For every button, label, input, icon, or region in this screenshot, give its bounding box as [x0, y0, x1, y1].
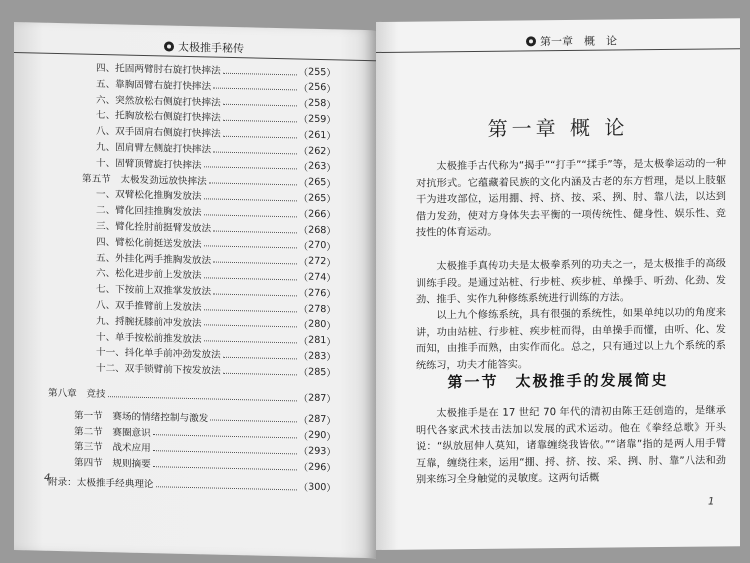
toc-entry-page: 290: [308, 429, 327, 442]
toc-leader-dots: [223, 114, 297, 123]
toc-entry-label: 六、松化进步前上发放法: [96, 268, 202, 282]
toc-entry: [48, 474, 336, 495]
toc-entry-page: 285: [308, 366, 327, 378]
toc-page-paren-open: （: [298, 462, 309, 474]
right-page-number: 1: [708, 496, 715, 508]
toc-entry-label: 第四节 规则摘要: [74, 457, 151, 471]
toc-entry-label: 九、捋腕抚膝前冲发放法: [96, 315, 202, 330]
toc-leader-dots: [153, 460, 297, 470]
toc-page-paren-close: ）: [326, 83, 336, 96]
toc-entry-label: 附录：太极推手经典理论: [48, 476, 154, 491]
toc-page-paren-close: ）: [326, 226, 336, 238]
toc-entry-page: 265: [308, 192, 327, 204]
toc-page-paren-close: ）: [326, 352, 336, 364]
toc-entry-page: 283: [308, 350, 327, 362]
toc-leader-dots: [153, 428, 297, 438]
toc-page-paren-close: ）: [326, 241, 336, 254]
paragraph-2: 太极推手真传功夫是太极拳系列的功夫之一，是太极推手的高级训练手段。是通过站桩、行步桩、疾步桩、单操手、听劲、化劲、发劲、推手、实作九种修练系统进行训练的方法。: [416, 258, 726, 306]
toc-page-paren-open: （: [298, 415, 309, 427]
toc-entry-page: 255: [308, 66, 327, 78]
toc-entry-label: 五、外挂化两手推胸发放法: [96, 252, 212, 267]
toc-leader-dots: [223, 366, 297, 375]
toc-page-paren-open: （: [298, 257, 309, 269]
book-spread: [8, 0, 748, 563]
toc-page-paren-close: ）: [326, 463, 336, 475]
toc-entry-page: 262: [308, 145, 327, 157]
toc-page-paren-open: （: [298, 83, 309, 95]
toc-entry-page: 281: [308, 334, 327, 347]
toc-entry-label: 八、双手固肩右侧旋打快摔法: [96, 126, 221, 140]
toc-leader-dots: [204, 334, 297, 343]
ornament-icon: [164, 41, 174, 51]
toc-page-paren-close: ）: [326, 336, 336, 348]
toc-entry-page: 270: [308, 239, 327, 252]
left-header: [14, 34, 376, 61]
toc-page-paren-open: （: [298, 272, 309, 285]
toc-leader-dots: [108, 390, 297, 401]
toc-entry-label: 七、下按前上双推掌发放法: [96, 284, 212, 298]
toc-leader-dots: [153, 444, 297, 454]
toc-entry-page: 287: [308, 392, 327, 404]
toc-page-paren-open: （: [298, 209, 309, 221]
toc-leader-dots: [204, 319, 297, 328]
toc-entry-label: 五、靠胸固臂右旋打快摔法: [96, 78, 212, 93]
toc-page-paren-close: ）: [326, 178, 336, 190]
toc-page-paren-open: （: [298, 431, 309, 443]
toc-entry-page: 293: [308, 445, 327, 457]
toc-entry-label: 第八章 竞技: [48, 387, 106, 401]
toc-page-paren-open: （: [298, 304, 309, 316]
toc-entry-page: 259: [308, 113, 327, 125]
toc-leader-dots: [223, 66, 297, 75]
toc-leader-dots: [223, 98, 297, 107]
toc-leader-dots: [204, 192, 297, 201]
toc-entry-label: 四、臂松化前挺送发放法: [96, 236, 202, 251]
toc-entry-label: 十一、抖化单手前冲劲发放法: [96, 347, 221, 362]
toc-page-paren-open: （: [298, 225, 309, 237]
toc-page-paren-close: ）: [326, 162, 336, 175]
toc-leader-dots: [223, 129, 297, 138]
toc-entry-label: 三、臂化拴肘前挺臂发放法: [96, 220, 212, 235]
toc-page-paren-close: ）: [326, 320, 336, 333]
toc-entry-label: 十二、双手锁臂前下按发放法: [96, 363, 221, 377]
toc-page-paren-close: ）: [326, 131, 336, 143]
toc-page-paren-open: （: [298, 351, 309, 364]
toc-page-paren-close: ）: [326, 99, 336, 111]
toc-entry: [96, 360, 336, 379]
right-header: [376, 30, 740, 53]
toc-leader-dots: [204, 161, 297, 170]
toc-page-paren-open: （: [298, 114, 309, 127]
toc-leader-dots: [204, 303, 297, 312]
toc-entry: [48, 385, 336, 406]
toc-leader-dots: [213, 287, 296, 296]
toc-entry-label: 十、固臂顶臂旋打快摔法: [96, 157, 202, 172]
toc-page-paren-close: ）: [326, 257, 336, 269]
toc-entry-label: 十、单手按松前推发放法: [96, 331, 202, 345]
toc-page-paren-open: （: [298, 67, 309, 79]
toc-page-paren-open: （: [298, 130, 309, 142]
toc-entry-page: 276: [308, 287, 327, 299]
left-page: [14, 22, 376, 558]
toc-leader-dots: [213, 82, 296, 91]
toc-page-paren-open: （: [298, 193, 309, 206]
chapter-title: 第一章 概 论: [487, 115, 629, 141]
toc-page-paren-close: ）: [326, 194, 336, 206]
right-page: [376, 18, 740, 550]
toc-entry-label: 六、突然放松右侧旋打快摔法: [96, 94, 221, 109]
toc-entry-page: 296: [308, 461, 327, 473]
toc-page-paren-open: （: [298, 146, 309, 158]
toc-entry-page: 261: [308, 129, 327, 141]
left-page-number: 4: [44, 472, 51, 484]
toc-page-paren-close: ）: [326, 415, 336, 428]
toc-page-paren-close: ）: [326, 483, 336, 495]
toc-leader-dots: [213, 256, 296, 265]
toc-entry-label: 九、固肩臂左侧旋打快摔法: [96, 141, 212, 156]
left-header-title: 太极推手秘传: [178, 40, 244, 56]
right-header-title: 第一章 概 论: [540, 34, 617, 49]
toc-page-paren-open: （: [298, 99, 309, 111]
toc-leader-dots: [209, 177, 297, 186]
toc-leader-dots: [204, 240, 297, 249]
toc-entry-page: 280: [308, 318, 327, 331]
toc-leader-dots: [213, 224, 296, 233]
toc-page-paren-open: （: [298, 320, 309, 332]
toc-page-paren-close: ）: [326, 68, 336, 80]
toc-entry-label: 第五节 太极发劲远放快摔法: [82, 173, 207, 187]
toc-entry-page: 272: [308, 255, 327, 268]
toc-entry-label: 二、臂化回挂推胸发放法: [96, 205, 202, 219]
toc-entry-page: 278: [308, 303, 327, 315]
toc-leader-dots: [223, 351, 297, 360]
toc-entry-page: 274: [308, 271, 327, 283]
toc-page-paren-close: ）: [326, 147, 336, 159]
toc-page-paren-open: （: [298, 367, 309, 379]
toc-page-paren-open: （: [298, 336, 309, 348]
ornament-icon: [526, 36, 536, 46]
toc-page-paren-open: （: [298, 178, 309, 190]
toc-page-paren-open: （: [298, 241, 309, 253]
toc-page-paren-close: ）: [326, 431, 336, 443]
toc-entry-label: 第一节 赛场的情绪控制与激发: [74, 410, 209, 425]
toc-entry-page: 268: [308, 224, 327, 236]
toc-entry-label: 八、双手推臂前上发放法: [96, 299, 202, 314]
toc-entry-page: 265: [308, 176, 327, 189]
paragraph-3: 以上九个修练系统，具有很强的系统性，如果单纯以功的角度来讲，功由站桩、行步桩、疾步桩而得，由单操手而懂，由听、化、发而知，由推手而熟，由实作而化。总之，只有通过以上九个系统的系统练习，功夫才能答实。: [416, 307, 726, 372]
toc-entry-page: 256: [308, 81, 327, 94]
toc-page-paren-close: ）: [326, 305, 336, 317]
toc-leader-dots: [156, 480, 297, 490]
toc-leader-dots: [204, 271, 297, 280]
section-title: 第一节 太极推手的发展简史: [447, 370, 669, 392]
toc-page-paren-close: ）: [326, 394, 336, 406]
toc-page-paren-open: （: [298, 446, 309, 459]
toc-page-paren-open: （: [298, 162, 309, 174]
toc-entry-page: 300: [308, 481, 327, 493]
toc-entry-label: 七、托胸放松右侧旋打快摔法: [96, 110, 221, 125]
toc-page-paren-close: ）: [326, 289, 336, 301]
toc-entry-page: 266: [308, 208, 327, 220]
toc-entry-label: 第三节 战术应用: [74, 441, 151, 455]
toc-entry-page: 258: [308, 97, 327, 110]
toc-entry-page: 263: [308, 160, 327, 173]
toc-entry-label: 一、双臂松化推胸发放法: [96, 189, 202, 203]
toc-page-paren-close: ）: [326, 115, 336, 127]
toc-page-paren-open: （: [298, 482, 309, 494]
toc-entry-label: 第二节 赛圈意识: [74, 425, 151, 439]
toc-page-paren-close: ）: [326, 273, 336, 285]
toc-page-paren-open: （: [298, 288, 309, 300]
toc-page-paren-close: ）: [326, 447, 336, 459]
toc-page-paren-close: ）: [326, 368, 336, 380]
toc-entry-page: 287: [308, 413, 327, 426]
paragraph-4: 太极推手是在 17 世纪 70 年代的清初由陈王廷创造的，是继承明代各家武术技击法加以发展的武术运动。他在《拳经总歌》开头说：“纵放屈伸人莫知，诸靠缠绕我皆依。”“诸靠”指的是两人用手臂互靠，缠绕往来，运用“掤、捋、挤、按、采、挒、肘、靠”八法和劲别来练习全身触觉的灵敏度。这两句话概: [416, 405, 726, 486]
toc-entry-label: 四、托固两臂肘右旋打快摔法: [96, 62, 221, 77]
toc-page-paren-open: （: [298, 393, 309, 405]
toc-leader-dots: [204, 208, 297, 217]
toc-leader-dots: [213, 145, 296, 154]
paragraph-1: 太极推手古代称为“揭手”“打手”“揉手”等，是太极拳运动的一种对抗形式。它蕴藏着民族的文化内涵及古老的东方哲理，是以上肢躯干为进攻部位，运用掤、捋、挤、按、采、挒、肘、靠八法，以达到借力发劲，使对方身体失去平衡的一项传统性、健身性、娱乐性、竞技性的体育运动。: [416, 158, 726, 239]
toc-leader-dots: [210, 414, 296, 423]
toc-page-paren-close: ）: [326, 210, 336, 222]
